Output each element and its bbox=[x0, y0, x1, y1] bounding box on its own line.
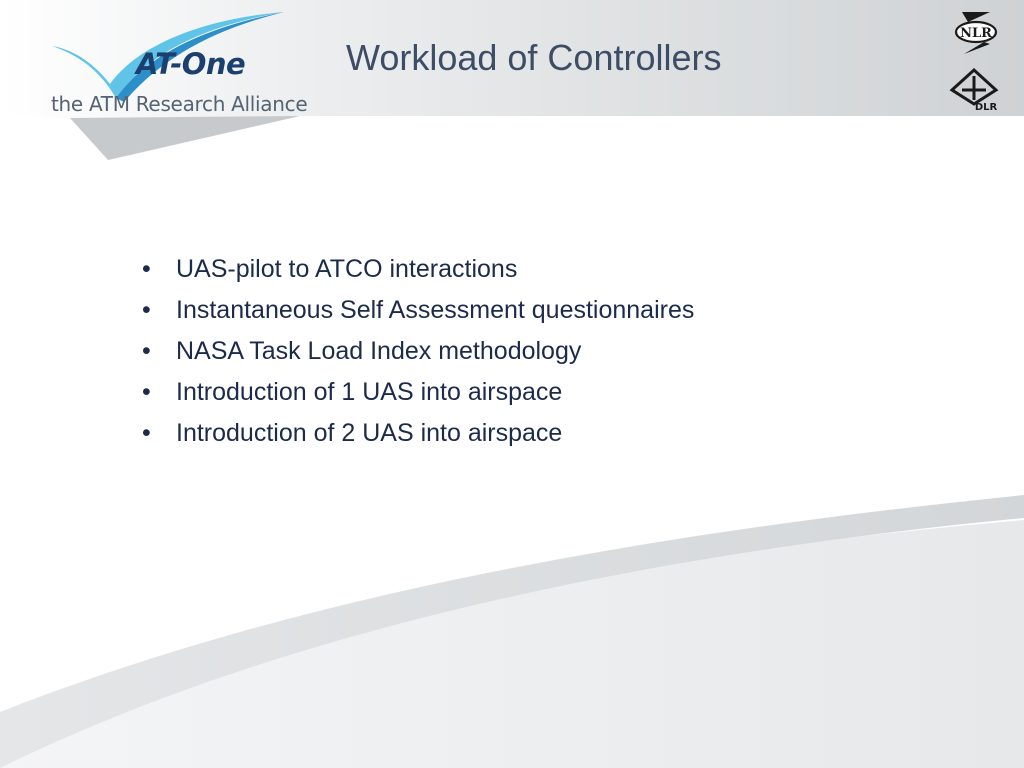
dlr-logo bbox=[948, 66, 1000, 112]
bullet-item bbox=[142, 293, 694, 334]
at-one-logo-name: AT-One bbox=[136, 47, 246, 81]
nlr-logo-text: NLR bbox=[960, 26, 992, 41]
bullet-item bbox=[142, 334, 694, 375]
bullet-item bbox=[142, 375, 694, 416]
bullet-item bbox=[142, 252, 694, 293]
bullet-text: NASA Task Load Index methodology bbox=[176, 337, 582, 365]
bullet-text: Introduction of 1 UAS into airspace bbox=[176, 378, 563, 406]
header-chevron bbox=[70, 116, 300, 160]
at-one-logo-tagline: the ATM Research Alliance bbox=[51, 92, 308, 116]
bullet-marker: • bbox=[142, 255, 151, 283]
bullet-marker: • bbox=[142, 337, 151, 365]
bullet-item bbox=[142, 416, 694, 457]
bullet-text: Instantaneous Self Assessment questionnaires bbox=[176, 296, 695, 324]
lower-swoosh-light bbox=[0, 520, 1024, 768]
bullet-marker: • bbox=[142, 296, 151, 324]
slide-title: Workload of Controllers bbox=[346, 37, 722, 78]
bullet-text: UAS-pilot to ATCO interactions bbox=[176, 255, 518, 283]
bullet-marker: • bbox=[142, 378, 151, 406]
dlr-logo-text: DLR bbox=[974, 102, 998, 112]
bullet-list bbox=[142, 252, 694, 457]
bullet-text: Introduction of 2 UAS into airspace bbox=[176, 419, 563, 447]
nlr-logo bbox=[954, 8, 998, 58]
bullet-marker: • bbox=[142, 419, 151, 447]
